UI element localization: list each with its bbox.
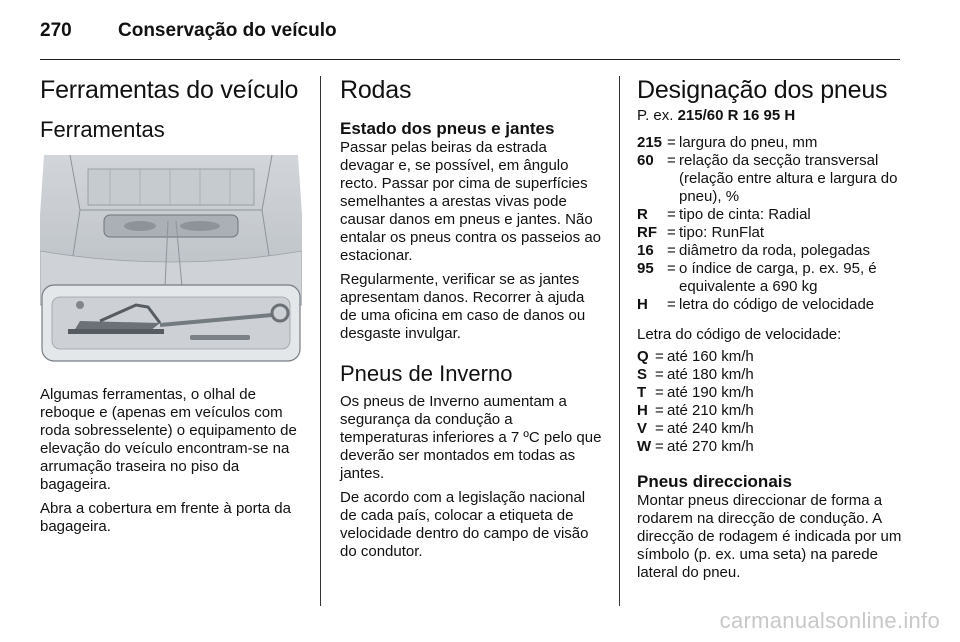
speed-row [637, 438, 754, 456]
speed-desc: até 210 km/h [667, 402, 754, 419]
legend-code: RF [637, 224, 657, 241]
legend-desc: largura do pneu, mm [679, 134, 818, 151]
speed-code: V [637, 420, 648, 437]
tyre-condition-paragraph-2: Regularmente, verificar se as jantes apresentam danos. Recorrer à ajuda de uma oficina em caso de danos ou desgaste invulgar. [340, 271, 586, 342]
speed-code: H [637, 402, 648, 419]
speed-row [637, 384, 754, 402]
speed-desc: até 180 km/h [667, 366, 754, 383]
tools-paragraph-1: Algumas ferramentas, o olhal de reboque e (apenas em veículos com roda sobresselente) o equipamento de elevação do veículo encontram-se na arrumação traseira no piso da bagageira. [40, 386, 297, 493]
speed-desc: até 270 km/h [667, 438, 754, 455]
legend-equals: = [667, 242, 676, 259]
speed-equals: = [655, 438, 664, 455]
speed-equals: = [655, 348, 664, 365]
header-divider [40, 59, 900, 60]
speed-code-table [637, 348, 754, 456]
column-divider-2 [619, 76, 620, 606]
legend-equals: = [667, 134, 676, 151]
subsection-title-tools: Ferramentas [40, 117, 165, 142]
legend-equals: = [667, 152, 676, 169]
legend-code: 60 [637, 152, 654, 169]
column-tools [40, 62, 305, 542]
legend-row [637, 134, 905, 152]
example-prefix: P. ex. [637, 107, 674, 124]
legend-code: R [637, 206, 648, 223]
tools-illustration [40, 155, 302, 365]
legend-desc: tipo: RunFlat [679, 224, 765, 241]
designation-legend [637, 134, 905, 314]
speed-row [637, 366, 754, 384]
legend-code: 95 [637, 260, 654, 277]
speed-equals: = [655, 402, 664, 419]
legend-code: 215 [637, 134, 663, 151]
chapter-title: Conservação do veículo [118, 20, 337, 41]
legend-code: H [637, 296, 648, 313]
legend-desc: o índice de carga, p. ex. 95, é equivalente a 690 kg [679, 260, 877, 295]
legend-equals: = [667, 206, 676, 223]
heading-tyre-condition: Estado dos pneus e jantes [340, 119, 555, 138]
legend-row [637, 152, 905, 206]
column-wheels [340, 62, 605, 567]
speed-equals: = [655, 366, 664, 383]
example-line [637, 107, 905, 125]
page-header [40, 16, 900, 46]
speed-desc: até 190 km/h [667, 384, 754, 401]
legend-row [637, 206, 905, 224]
legend-row [637, 242, 905, 260]
watermark: carmanualsonline.info [719, 608, 940, 633]
legend-equals: = [667, 224, 676, 241]
speed-code: S [637, 366, 648, 383]
legend-desc: diâmetro da roda, polegadas [679, 242, 870, 259]
speed-code: T [637, 384, 647, 401]
speed-code: W [637, 438, 652, 455]
section-title-wheels: Rodas [340, 76, 412, 104]
example-code: 215/60 R 16 95 H [677, 107, 796, 124]
heading-directional-tyres: Pneus direccionais [637, 472, 792, 491]
column-divider-1 [320, 76, 321, 606]
legend-desc: letra do código de velocidade [679, 296, 875, 313]
legend-equals: = [667, 260, 676, 277]
speed-row [637, 348, 754, 366]
winter-tyres-paragraph-2: De acordo com a legislação nacional de cada país, colocar a etiqueta de velocidade dentro do campo de visão do condutor. [340, 489, 589, 560]
speed-equals: = [655, 420, 664, 437]
section-title-tools: Ferramentas do veículo [40, 76, 299, 104]
speed-code: Q [637, 348, 649, 365]
speed-row [637, 420, 754, 438]
speed-equals: = [655, 384, 664, 401]
legend-desc: relação da secção transversal (relação entre altura e largura do pneu), % [679, 152, 898, 205]
speed-row [637, 402, 754, 420]
speed-desc: até 160 km/h [667, 348, 754, 365]
page-number: 270 [40, 20, 72, 41]
legend-desc: tipo de cinta: Radial [679, 206, 811, 223]
directional-tyres-paragraph: Montar pneus direccionar de forma a rodarem na direcção de condução. A direcção de rodagem é indicada por um símbolo (p. ex. uma seta) na parede lateral do pneu. [637, 492, 902, 581]
winter-tyres-paragraph-1: Os pneus de Inverno aumentam a segurança da condução a temperaturas inferiores a 7 ºC pelo que deverão ser montados em todas as jantes. [340, 393, 602, 482]
legend-equals: = [667, 296, 676, 313]
heading-winter-tyres: Pneus de Inverno [340, 361, 513, 386]
legend-row [637, 296, 905, 314]
tyre-condition-paragraph-1: Passar pelas beiras da estrada devagar e, se possível, em ângulo recto. Passar por cima de superfícies semelhantes a arestas vivas pode causar danos em pneus e jantes. Não entalar os pneus contra os passeios ao estacionar. [340, 139, 601, 264]
speed-desc: até 240 km/h [667, 420, 754, 437]
legend-row [637, 224, 905, 242]
legend-row [637, 260, 905, 296]
section-title-tyre-designation: Designação dos pneus [637, 76, 888, 104]
tools-paragraph-2: Abra a cobertura em frente à porta da bagageira. [40, 500, 291, 535]
speed-code-title: Letra do código de velocidade: [637, 326, 842, 343]
column-tyre-designation [637, 62, 905, 588]
legend-code: 16 [637, 242, 654, 259]
